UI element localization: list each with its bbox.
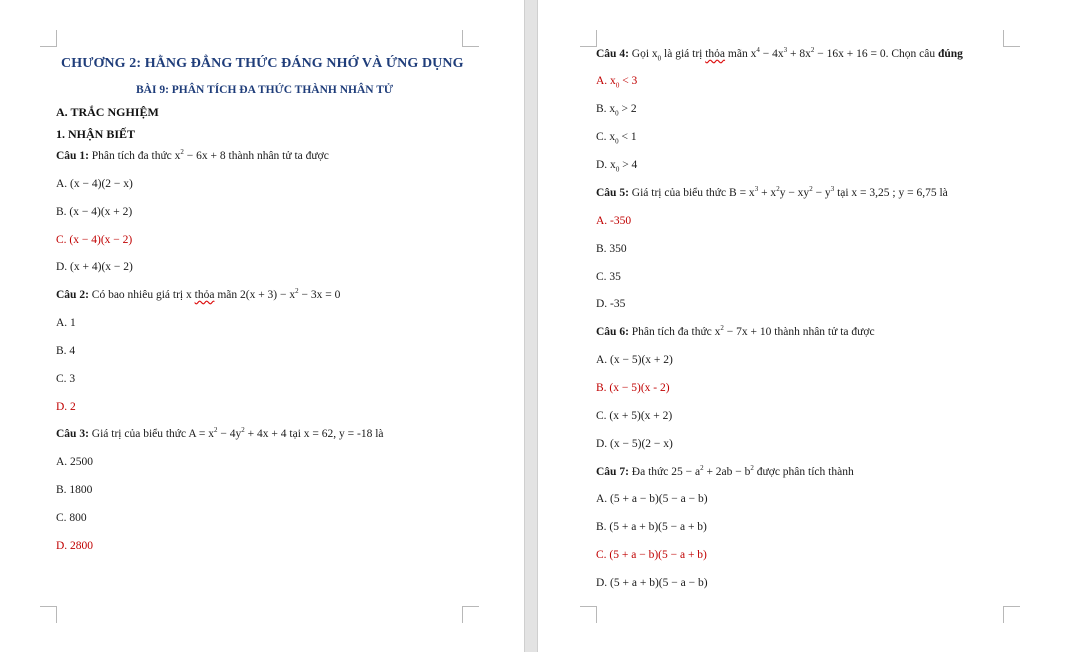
page-gutter <box>524 0 538 652</box>
question-label: Câu 1: <box>56 150 89 162</box>
option-d: D. (x + 4)(x − 2) <box>56 261 133 273</box>
option-c-correct: C. (x − 4)(x − 2) <box>56 234 133 246</box>
question-1: Câu 1: Phân tích đa thức $x^2 - 6x + 8$ thành nhân tử ta được <box>56 148 329 162</box>
question-label: Câu 2: <box>56 289 89 301</box>
spellcheck-word: thỏa <box>705 48 726 60</box>
option-c: C. (x + 5)(x + 2) <box>596 410 673 422</box>
option-c: C. 800 <box>56 512 87 524</box>
question-7: Câu 7: Đa thức $25 - a^2 + 2ab - b^2$ được phân tích thành <box>596 464 854 478</box>
option-c: C. 3 <box>56 373 76 385</box>
question-3: Câu 3: Giá trị của biểu thức $A = x^2 - 4y^2 + 4x + 4$ tại x = 62, y = -18 là <box>56 426 384 440</box>
question-label: Câu 5: <box>596 187 629 199</box>
option-c: C. $x_0 < 1$ <box>596 131 637 146</box>
question-6: Câu 6: Phân tích đa thức $x^2 - 7x + 10$ thành nhân tử ta được <box>596 324 875 338</box>
option-d: D. -35 <box>596 298 626 310</box>
option-a: A. 2500 <box>56 456 94 468</box>
subsection-heading: 1. NHẬN BIẾT <box>56 127 136 141</box>
option-b-correct: B. (x − 5)(x - 2) <box>596 382 670 394</box>
margin-mark <box>40 606 57 623</box>
option-a-correct: A. -350 <box>596 215 632 227</box>
option-b: B. (5 + a + b)(5 − a + b) <box>596 521 707 533</box>
question-label: Câu 7: <box>596 466 629 478</box>
option-a: A. (5 + a − b)(5 − a − b) <box>596 493 708 505</box>
spellcheck-word: thỏa <box>194 289 215 301</box>
document-page-right <box>538 0 1065 652</box>
chapter-title: CHƯƠNG 2: HẰNG ĐẲNG THỨC ĐÁNG NHỚ VÀ ỨNG DỤNG <box>61 56 464 71</box>
document-page-left <box>0 0 524 652</box>
margin-mark <box>1003 30 1020 47</box>
option-a-correct: A. $x_0 < 3$ <box>596 75 638 90</box>
section-heading: A. TRẮC NGHIỆM <box>56 105 159 119</box>
margin-mark <box>580 606 597 623</box>
option-d: D. $x_0 > 4$ <box>596 159 638 174</box>
option-c-correct: C. (5 + a − b)(5 − a + b) <box>596 549 707 561</box>
question-5: Câu 5: Giá trị của biểu thức $B = x^3 + x^2y - xy^2 - y^3$ tại x = 3,25 ; y = 6,75 là <box>596 185 948 199</box>
question-4: Câu 4: Gọi $x_0$ là giá trị thỏa mãn $x^4 - 4x^3 + 8x^2 - 16x + 16 = 0$. Chọn câu đúng <box>596 46 963 63</box>
option-d: D. (5 + a + b)(5 − a − b) <box>596 577 708 589</box>
option-b: B. (x − 4)(x + 2) <box>56 206 133 218</box>
option-d: D. (x − 5)(2 − x) <box>596 438 673 450</box>
option-a: A. (x − 4)(2 − x) <box>56 178 133 190</box>
question-2: Câu 2: Có bao nhiêu giá trị x thỏa mãn $2(x + 3) - x^2 - 3x = 0$ <box>56 287 341 301</box>
question-label: Câu 4: <box>596 48 629 60</box>
margin-mark <box>580 30 597 47</box>
margin-mark <box>462 606 479 623</box>
option-d-correct: D. 2800 <box>56 540 94 552</box>
margin-mark <box>1003 606 1020 623</box>
option-b: B. 350 <box>596 243 627 255</box>
option-a: A. 1 <box>56 317 76 329</box>
option-d-correct: D. 2 <box>56 401 76 413</box>
margin-mark <box>40 30 57 47</box>
option-a: A. (x − 5)(x + 2) <box>596 354 673 366</box>
lesson-title: BÀI 9: PHÂN TÍCH ĐA THỨC THÀNH NHÂN TỬ <box>136 84 394 96</box>
margin-mark <box>462 30 479 47</box>
option-c: C. 35 <box>596 271 621 283</box>
option-b: B. $x_0 > 2$ <box>596 103 637 118</box>
option-b: B. 4 <box>56 345 76 357</box>
option-b: B. 1800 <box>56 484 93 496</box>
question-label: Câu 6: <box>596 326 629 338</box>
question-label: Câu 3: <box>56 428 89 440</box>
